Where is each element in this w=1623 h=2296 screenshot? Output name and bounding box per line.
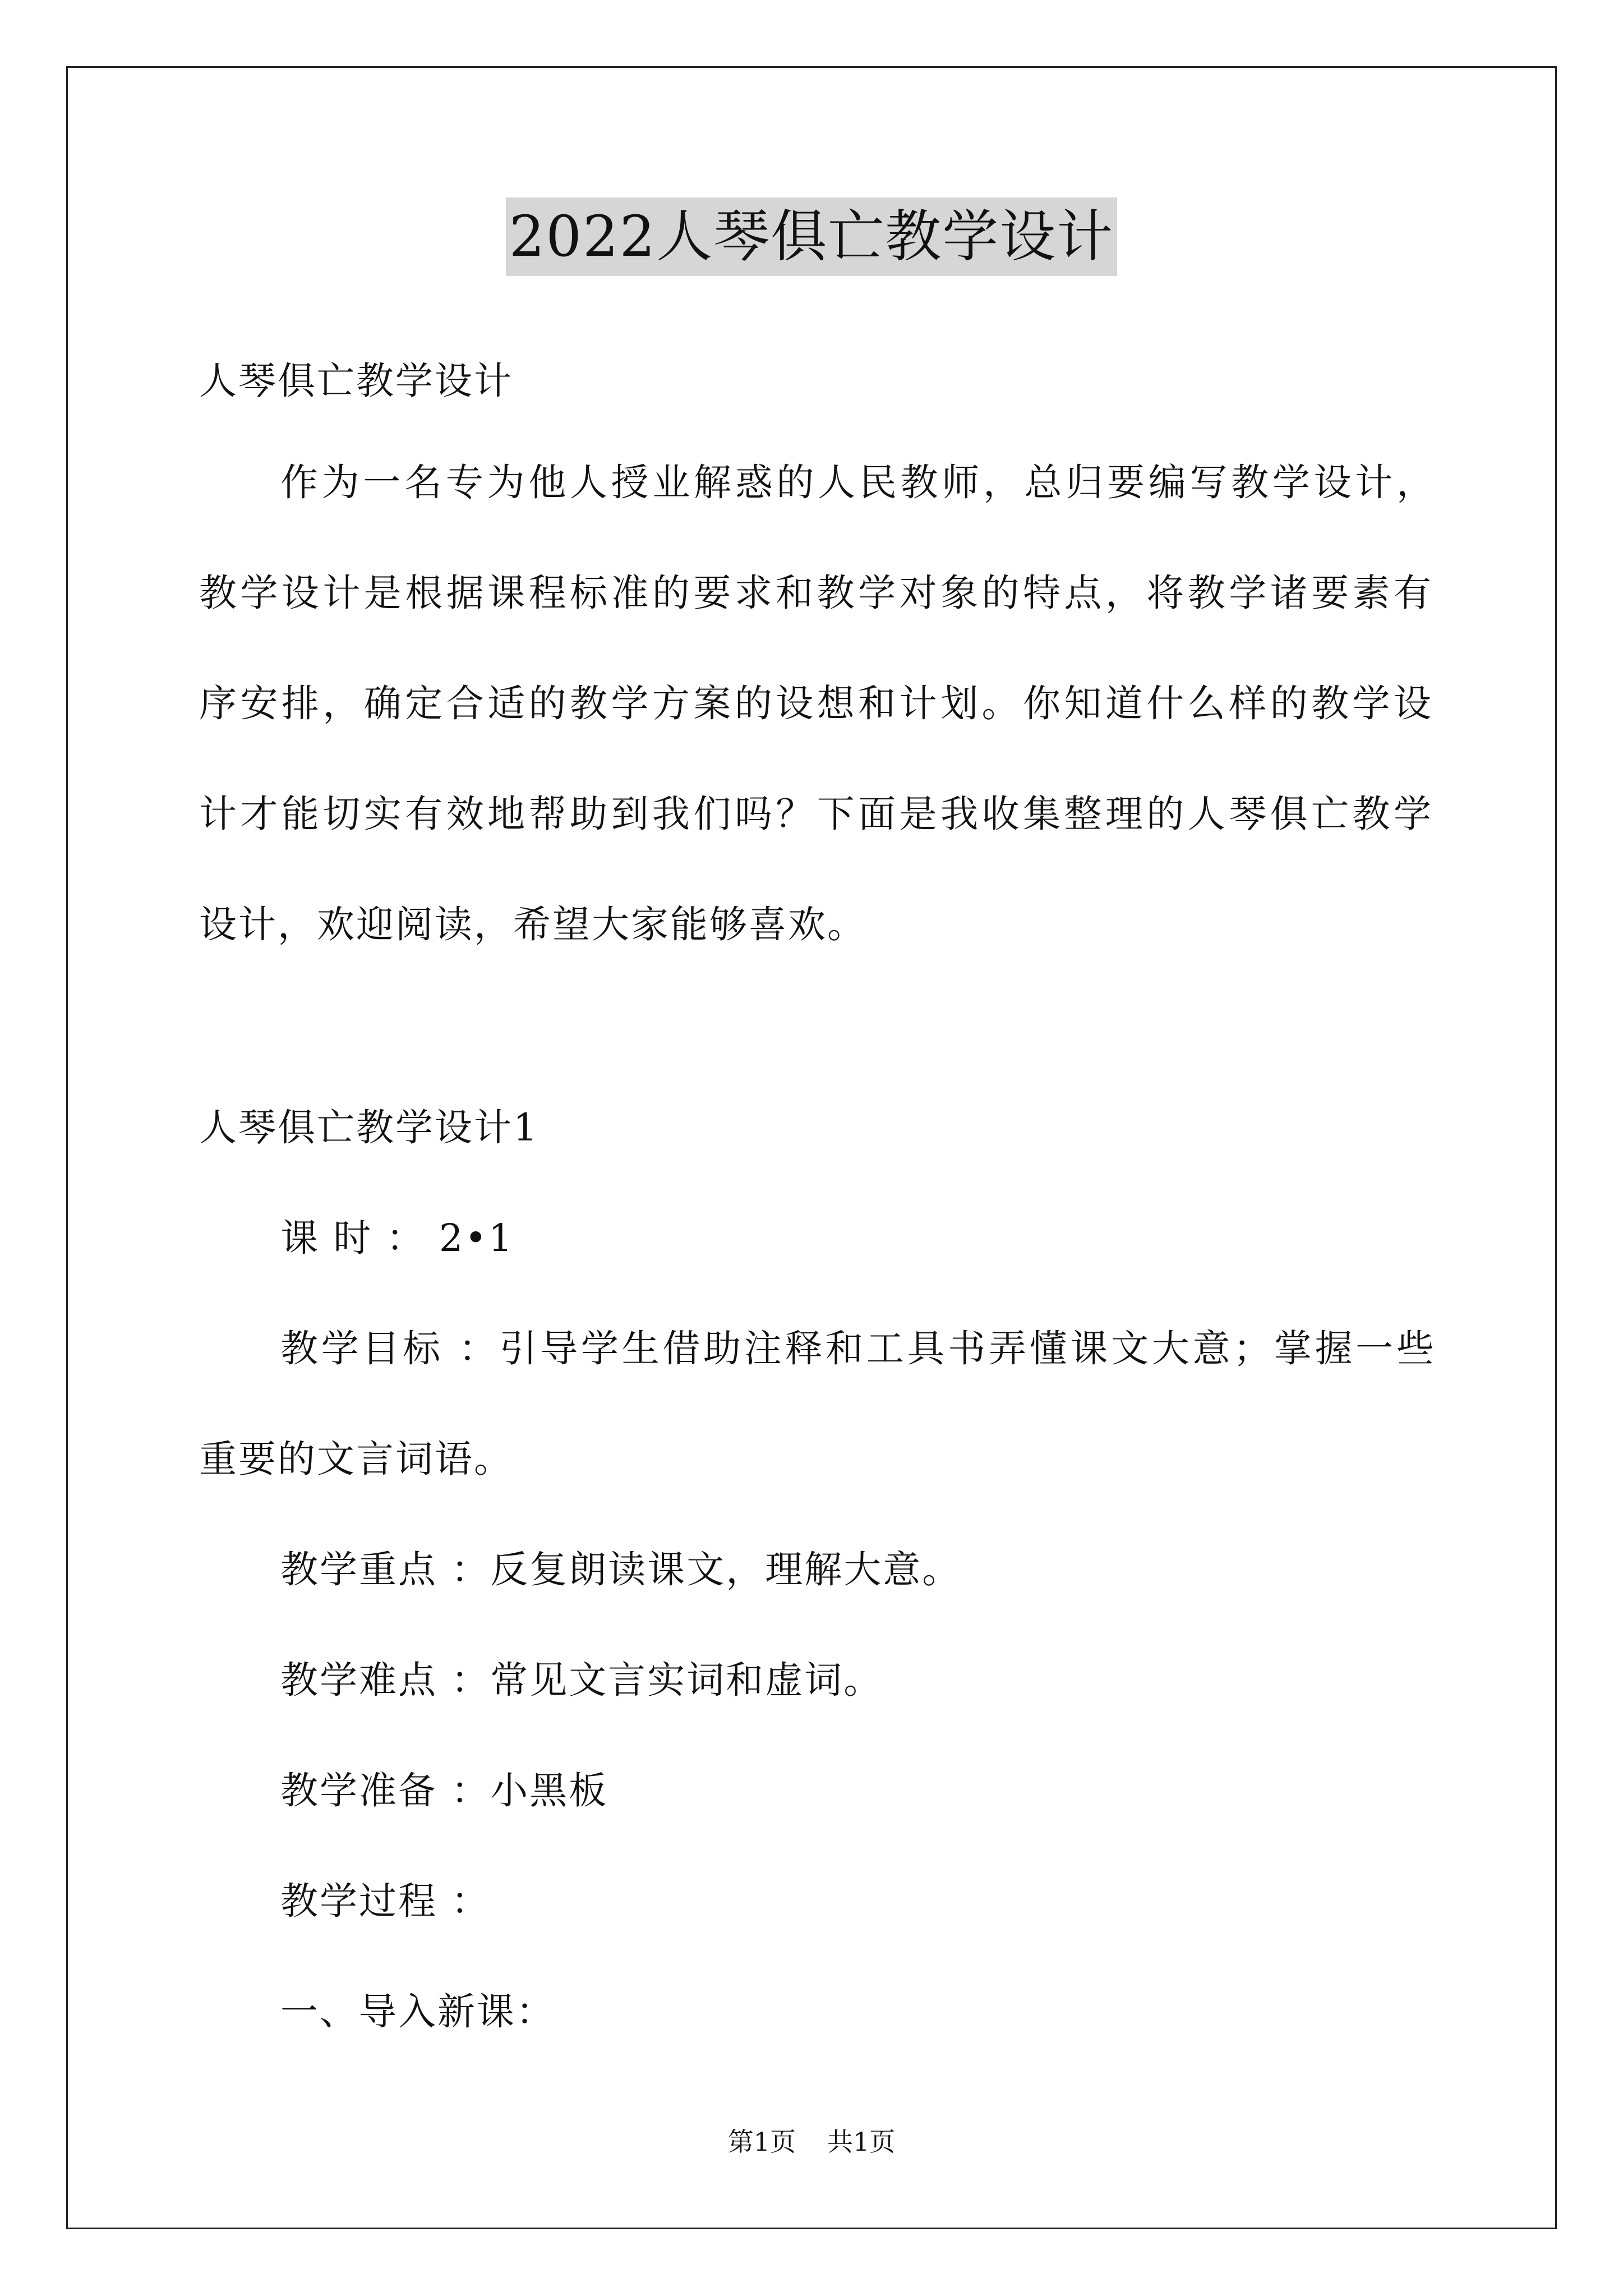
intro-line-1: 作为一名专为他人授业解惑的人民教师，总归要编写教学设计，	[280, 461, 1436, 504]
intro-line-5: 设计，欢迎阅读，希望大家能够喜欢。	[199, 903, 866, 946]
teaching-focus: 教学重点 ：反复朗读课文，理解大意。	[280, 1548, 962, 1591]
page-number-total: 共1页	[827, 2127, 896, 2157]
intro-line-3: 序安排，确定合适的教学方案的设想和计划。你知道什么样的教学设	[199, 682, 1433, 725]
document-title: 2022人琴俱亡教学设计	[506, 197, 1118, 276]
intro-line-4: 计才能切实有效地帮助到我们吗？下面是我收集整理的人琴俱亡教学	[199, 792, 1433, 836]
teaching-goal-line-2: 重要的文言词语。	[199, 1437, 513, 1481]
lesson-hours: 课 时 ： 2•1	[280, 1216, 514, 1260]
page-number-current: 第1页	[727, 2127, 796, 2157]
subtitle-line: 人琴俱亡教学设计	[199, 359, 513, 403]
teaching-difficulty: 教学难点 ：常见文言实词和虚词。	[280, 1658, 883, 1702]
teaching-preparation: 教学准备 ：小黑板	[280, 1769, 608, 1812]
title-container	[0, 197, 1623, 276]
page-footer	[0, 2125, 1623, 2159]
intro-line-2: 教学设计是根据课程标准的要求和教学对象的特点，将教学诸要素有	[199, 571, 1433, 615]
intro-new-lesson: 一、导入新课：	[280, 1990, 555, 2033]
section-heading: 人琴俱亡教学设计1	[199, 1106, 539, 1149]
teaching-process: 教学过程 ：	[280, 1879, 491, 1923]
teaching-goal-line-1: 教学目标 ：引导学生借助注释和工具书弄懂课文大意；掌握一些	[280, 1327, 1436, 1370]
